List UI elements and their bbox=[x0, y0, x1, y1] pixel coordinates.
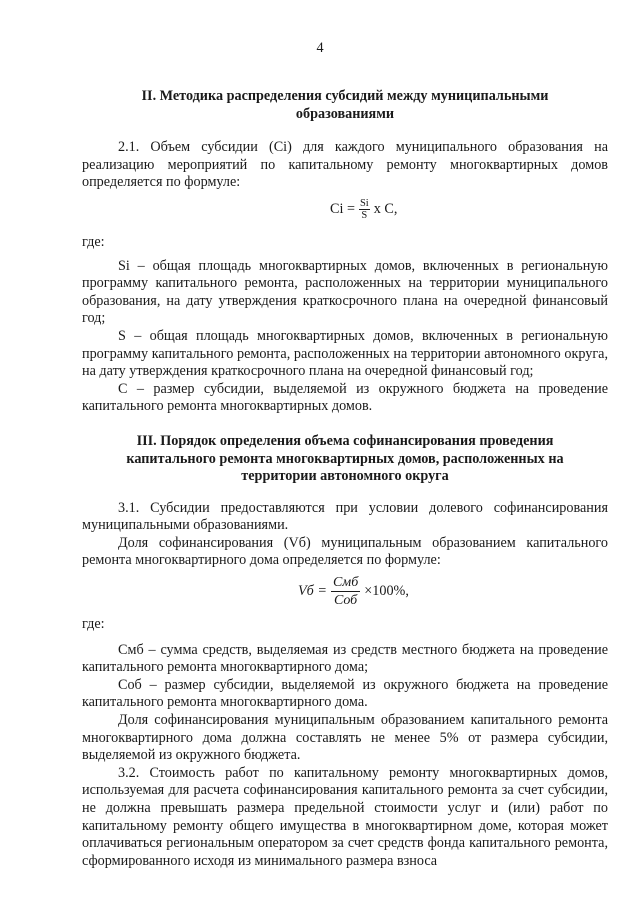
where-label-2: где: bbox=[82, 616, 105, 633]
formula-ci-fraction bbox=[359, 198, 370, 221]
paragraph-3-1: 3.1. Субсидии предоставляются при условии долевого софинансирования муниципальными образованиями. bbox=[82, 499, 608, 534]
paragraph-2-1: 2.1. Объем субсидии (Ci) для каждого муниципального образования на реализацию мероприятий по капитальному ремонту многоквартирных домов определяется по формуле: bbox=[82, 139, 608, 191]
formula-ci bbox=[82, 192, 608, 234]
formula-vb-fraction bbox=[331, 574, 360, 609]
definition-cmb: Cмб – сумма средств, выделяемая из средств местного бюджета на проведение капитального ремонта многоквартирного дома; bbox=[82, 641, 608, 676]
section-2-title: II. Методика распределения субсидий между муниципальными образованиями bbox=[141, 88, 549, 122]
paragraph-min-share: Доля софинансирования муниципальным образованием капитального ремонта многоквартирного дома должна составлять не менее 5% от размера субсидии, выделяемой из окружного бюджета. bbox=[82, 712, 608, 764]
formula-vb-numerator: Cмб bbox=[332, 575, 359, 591]
page-number: 4 bbox=[316, 40, 324, 56]
definition-cob: Cоб – размер субсидии, выделяемой из окружного бюджета на проведение капитального ремонта многоквартирного дома. bbox=[82, 676, 608, 711]
definition-s: S – общая площадь многоквартирных домов, включенных в региональную программу капитального ремонта, расположенных на территории автономного округа, на дату утверждения краткосрочного плана на очередной финансовый год; bbox=[82, 327, 608, 380]
definition-c: С – размер субсидии, выделяемой из окружного бюджета на проведение капитального ремонта многоквартирных домов. bbox=[82, 380, 608, 415]
formula-vb bbox=[82, 570, 608, 616]
paragraph-cofinancing-share: Доля софинансирования (Vб) муниципальным образованием капитального ремонта многоквартирного дома определяется по формуле: bbox=[82, 534, 608, 569]
where-label-1: где: bbox=[82, 233, 105, 250]
formula-vb-denominator: Cоб bbox=[334, 593, 358, 609]
formula-ci-rhs: x C, bbox=[373, 200, 398, 217]
formula-vb-rhs: ×100%, bbox=[364, 582, 409, 599]
formula-ci-numerator: Si bbox=[359, 197, 369, 209]
paragraph-3-2: 3.2. Стоимость работ по капитальному ремонту многоквартирных домов, используемая для расчета софинансирования капитального ремонта за счет субсидии, не должна превышать размера предельной стоимости услуг и (или) работ по капитальному ремонту общего имущества в многоквартирном доме, которая может оплачиваться региональным оператором за счет средств фонда капитального ремонта, сформированного исходя из минимального размера взноса bbox=[82, 764, 608, 869]
formula-vb-lhs: Vб = bbox=[298, 582, 327, 599]
section-3-title: III. Порядок определения объема софинансирования проведения капитального ремонта многоквартирных домов, расположенных на территории автономного округа bbox=[126, 432, 564, 485]
page-content bbox=[82, 88, 608, 870]
definition-si: Si – общая площадь многоквартирных домов, включенных в региональную программу капитального ремонта, расположенных на территории муниципального образования, на дату утверждения краткосрочного плана на очередной финансовый год; bbox=[82, 257, 608, 327]
formula-ci-lhs: Ci = bbox=[330, 200, 355, 217]
formula-ci-denominator: S bbox=[361, 209, 368, 221]
